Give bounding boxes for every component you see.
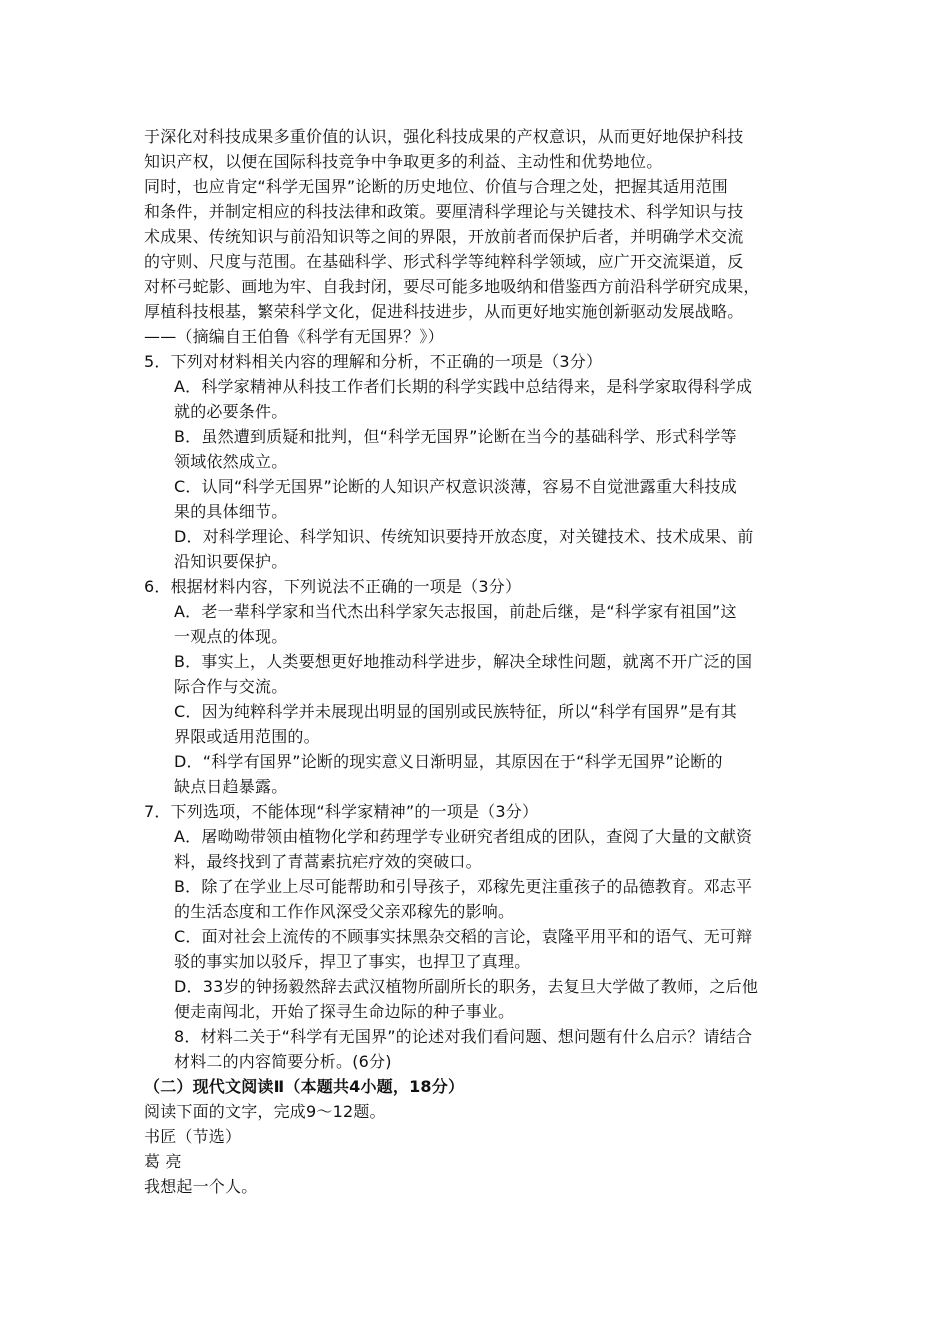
- q5-option-a: A．科学家精神从科技工作者们长期的科学实践中总结得来，是科学家取得科学成: [174, 377, 753, 396]
- q7-option-a-cont: 料，最终找到了青蒿素抗疟疗效的突破口。: [174, 852, 482, 871]
- passage-line: 厚植科技根基，繁荣科学文化，促进科技进步，从而更好地实施创新驱动发展战略。: [144, 302, 744, 321]
- q6-option-d-cont: 缺点日趋暴露。: [174, 777, 288, 796]
- q5-option-c: C．认同“科学无国界”论断的人知识产权意识淡薄，容易不自觉泄露重大科技成: [174, 477, 737, 496]
- section-title: （二）现代文阅读Ⅱ（本题共4小题，18分）: [144, 1077, 465, 1096]
- passage-line: 的守则、尺度与范围。在基础科学、形式科学等纯粹科学领域，应广开交流渠道，反: [144, 252, 744, 271]
- q7-option-c-cont: 驳的事实加以驳斥，捍卫了事实，也捍卫了真理。: [174, 952, 531, 971]
- story-title: 书匠（节选）: [144, 1127, 242, 1146]
- text-column: [144, 124, 824, 1199]
- passage-line: 和条件，并制定相应的科技法律和政策。要厘清科学理论与关键技术、科学知识与技: [144, 202, 744, 221]
- question-8-stem: 8．材料二关于“科学有无国界”的论述对我们看问题、想问题有什么启示？请结合: [174, 1027, 753, 1046]
- passage-line: 对杯弓蛇影、画地为牢、自我封闭，要尽可能多地吸纳和借鉴西方前沿科学研究成果，: [144, 277, 760, 296]
- q5-option-d-cont: 沿知识要保护。: [174, 552, 288, 571]
- passage-line: 知识产权，以便在国际科技竞争中争取更多的利益、主动性和优势地位。: [144, 152, 663, 171]
- passage-line: 于深化对科技成果多重价值的认识，强化科技成果的产权意识，从而更好地保护科技: [144, 127, 744, 146]
- q6-option-b: B．事实上，人类要想更好地推动科学进步，解决全球性问题，就离不开广泛的国: [174, 652, 753, 671]
- q7-option-a: A．屠呦呦带领由植物化学和药理学专业研究者组成的团队，查阅了大量的文献资: [174, 827, 753, 846]
- q7-option-b: B．除了在学业上尽可能帮助和引导孩子，邓稼先更注重孩子的品德教育。邓志平: [174, 877, 753, 896]
- instruction: 阅读下面的文字，完成9～12题。: [144, 1102, 386, 1121]
- q7-option-d: D．33岁的钟扬毅然辞去武汉植物所副所长的职务，去复旦大学做了教师，之后他: [174, 977, 759, 996]
- story-first-line: 我想起一个人。: [144, 1177, 258, 1196]
- q5-option-d: D．对科学理论、科学知识、传统知识要持开放态度，对关键技术、技术成果、前: [174, 527, 754, 546]
- q5-option-a-cont: 就的必要条件。: [174, 402, 288, 421]
- q6-option-d: D．“科学有国界”论断的现实意义日渐明显，其原因在于“科学无国界”论断的: [174, 752, 723, 771]
- question-7-stem: 7．下列选项，不能体现“科学家精神”的一项是（3分）: [144, 802, 539, 821]
- q5-option-b-cont: 领域依然成立。: [174, 452, 288, 471]
- q6-option-a-cont: 一观点的体现。: [174, 627, 288, 646]
- question-6-stem: 6．根据材料内容，下列说法不正确的一项是（3分）: [144, 577, 522, 596]
- q6-option-a: A．老一辈科学家和当代杰出科学家矢志报国，前赴后继，是“科学家有祖国”这: [174, 602, 737, 621]
- question-8-stem-cont: 材料二的内容简要分析。(6分): [174, 1052, 392, 1071]
- question-5-stem: 5．下列对材料相关内容的理解和分析，不正确的一项是（3分）: [144, 352, 603, 371]
- q5-option-c-cont: 果的具体细节。: [174, 502, 288, 521]
- source-citation: ——（摘编自王伯鲁《科学有无国界？》）: [144, 327, 444, 346]
- passage-line: 同时，也应肯定“科学无国界”论断的历史地位、价值与合理之处，把握其适用范围: [144, 177, 728, 196]
- author: 葛 亮: [144, 1152, 182, 1171]
- passage-line: 术成果、传统知识与前沿知识等之间的界限，开放前者而保护后者，并明确学术交流: [144, 227, 744, 246]
- q7-option-c: C．面对社会上流传的不顾事实抹黑杂交稻的言论，袁隆平用平和的语气、无可辩: [174, 927, 753, 946]
- q6-option-c-cont: 界限或适用范围的。: [174, 727, 320, 746]
- q7-option-d-cont: 便走南闯北，开始了探寻生命边际的种子事业。: [174, 1002, 515, 1021]
- q6-option-b-cont: 际合作与交流。: [174, 677, 288, 696]
- q5-option-b: B．虽然遭到质疑和批判，但“科学无国界”论断在当今的基础科学、形式科学等: [174, 427, 737, 446]
- q7-option-b-cont: 的生活态度和工作作风深受父亲邓稼先的影响。: [174, 902, 515, 921]
- q6-option-c: C．因为纯粹科学并未展现出明显的国别或民族特征，所以“科学有国界”是有其: [174, 702, 737, 721]
